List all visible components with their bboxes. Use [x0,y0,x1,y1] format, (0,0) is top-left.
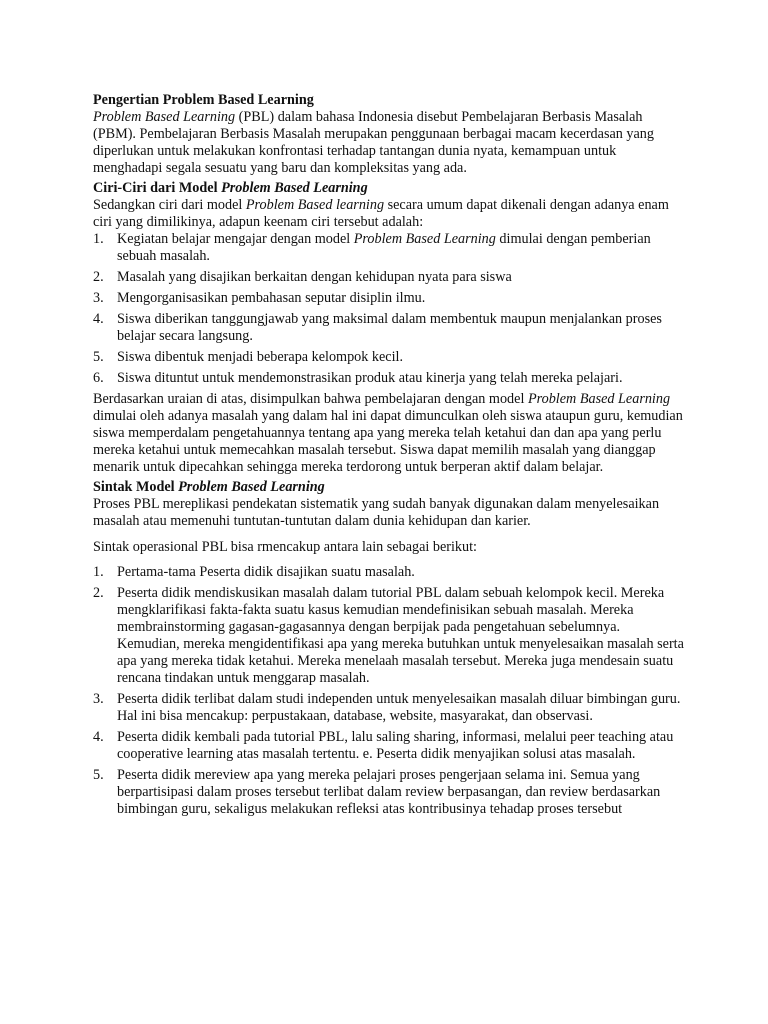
paragraph-text: (PBL) dalam bahasa Indonesia disebut Pembelajaran Berbasis Masalah (PBM). Pembelajaran Berbasis Masalah merupakan penggunaan berbagai macam kecerdasan yang diperlukan untuk melakukan konfrontasi terhadap tantangan dunia nyata, kemampuan untuk menghadapi segala sesuatu yang baru dan kompleksitas yang ada. [93,109,654,176]
paragraph-sintak-2: Sintak operasional PBL bisa rmencakup antara lain sebagai berikut: [93,539,477,555]
heading-plain: Ciri-Ciri dari Model [93,180,222,196]
list-item [93,269,685,286]
ciri-list [93,231,685,387]
italic-term: Problem Based learning [245,197,385,213]
list-number: 4. [93,729,104,745]
heading-italic: Problem Based Learning [178,479,325,495]
list-text: Mengorganisasikan pembahasan seputar disiplin ilmu. [117,290,426,306]
list-number: 1. [93,564,104,580]
list-number: 5. [93,349,104,365]
italic-term: Problem Based Learning [527,391,671,407]
paragraph-pengertian [93,109,685,177]
italic-term: Problem Based Learning [353,231,496,247]
list-number: 3. [93,290,104,306]
list-text: Siswa dibentuk menjadi beberapa kelompok kecil. [117,349,404,365]
list-text: Siswa diberikan tanggungjawab yang maksimal dalam membentuk maupun menjalankan proses belajar secara langsung. [117,311,662,344]
list-text: Masalah yang disajikan berkaitan dengan kehidupan nyata para siswa [117,269,512,285]
paragraph-text: Sedangkan ciri dari model [93,197,246,213]
list-item [93,585,685,687]
list-item [93,311,685,345]
paragraph-conclusion [93,391,685,476]
list-number: 4. [93,311,104,327]
list-text: Peserta didik terlibat dalam studi independen untuk menyelesaikan masalah diluar bimbingan guru. Hal ini bisa mencakup: perpustakaan, database, website, masyarakat, dan observasi. [117,691,681,724]
list-text: Pertama-tama Peserta didik disajikan suatu masalah. [117,564,415,580]
paragraph-text: Berdasarkan uraian di atas, disimpulkan bahwa pembelajaran dengan model [93,391,528,407]
list-item [93,349,685,366]
list-number: 2. [93,269,104,285]
section-heading-sintak [93,479,685,496]
list-number: 1. [93,231,104,247]
sintak-list [93,564,685,818]
italic-term: Problem Based Learning [93,109,236,125]
section-heading-ciri-ciri [93,180,685,197]
paragraph-text: dimulai oleh adanya masalah yang dalam hal ini dapat dimunculkan oleh siswa ataupun guru, kemudian siswa memperdalam pengetahuannya tentang apa yang mereka telah ketahui dan dan apa yang perlu mereka ketahui untuk memecahkan masalah tersebut. Siswa dapat memilih masalah yang dianggap menarik untuk dipecahkan sehingga mereka terdorong untuk berperan aktif dalam belajar. [93,408,683,475]
paragraph-sintak-1: Proses PBL mereplikasi pendekatan sistematik yang sudah banyak digunakan dalam menyelesaikan masalah atau memenuhi tuntutan-tuntutan dalam dunia kehidupan dan karier. [93,496,660,529]
list-item [93,290,685,307]
heading-plain: Sintak Model [93,479,179,495]
list-number: 3. [93,691,104,707]
paragraph-ciri-intro [93,197,685,231]
list-item [93,767,685,818]
list-number: 2. [93,585,104,601]
list-text: Siswa dituntut untuk mendemonstrasikan produk atau kinerja yang telah mereka pelajari. [117,370,623,386]
list-text: Kegiatan belajar mengajar dengan model [117,231,354,247]
list-item [93,231,685,265]
list-item [93,729,685,763]
heading-italic: Problem Based Learning [221,180,368,196]
list-text: Peserta didik mereview apa yang mereka pelajari proses pengerjaan selama ini. Semua yang berpartisipasi dalam proses tersebut terlibat dalam review berpasangan, dan review berdasarkan bimbingan guru, sekaligus melakukan refleksi atas kontribusinya tehadap proses tersebut [117,767,661,817]
list-number: 5. [93,767,104,783]
list-text: Peserta didik kembali pada tutorial PBL, lalu saling sharing, informasi, melalui peer teaching atau cooperative learning atas masalah tertentu. e. Peserta didik menyajikan solusi atas masalah. [117,729,674,762]
list-item [93,370,685,387]
document-page [93,92,685,822]
section-heading-pengertian: Pengertian Problem Based Learning [93,92,314,108]
list-item [93,564,685,581]
list-item [93,691,685,725]
list-number: 6. [93,370,104,386]
list-text: dimulai dengan pemberian sebuah masalah. [117,231,651,264]
list-text: Peserta didik mendiskusikan masalah dalam tutorial PBL dalam sebuah kelompok kecil. Mereka mengklarifikasi fakta-fakta suatu kasus kemudian mendefinisikan sebuah masalah. Mereka membrainstorming gagasan-gagasannya dengan berpijak pada pengetahuan sebelumnya. Kemudian, mereka mengidentifikasi apa yang mereka butuhkan untuk menyelesaikan masalah serta apa yang mereka tidak ketahui. Mereka menelaah masalah tersebut. Mereka juga mendesain suatu rencana tindakan untuk menggarap masalah. [117,585,684,686]
paragraph-text: secara umum dapat dikenali dengan adanya enam ciri yang dimilikinya, adapun keenam ciri tersebut adalah: [93,197,669,230]
